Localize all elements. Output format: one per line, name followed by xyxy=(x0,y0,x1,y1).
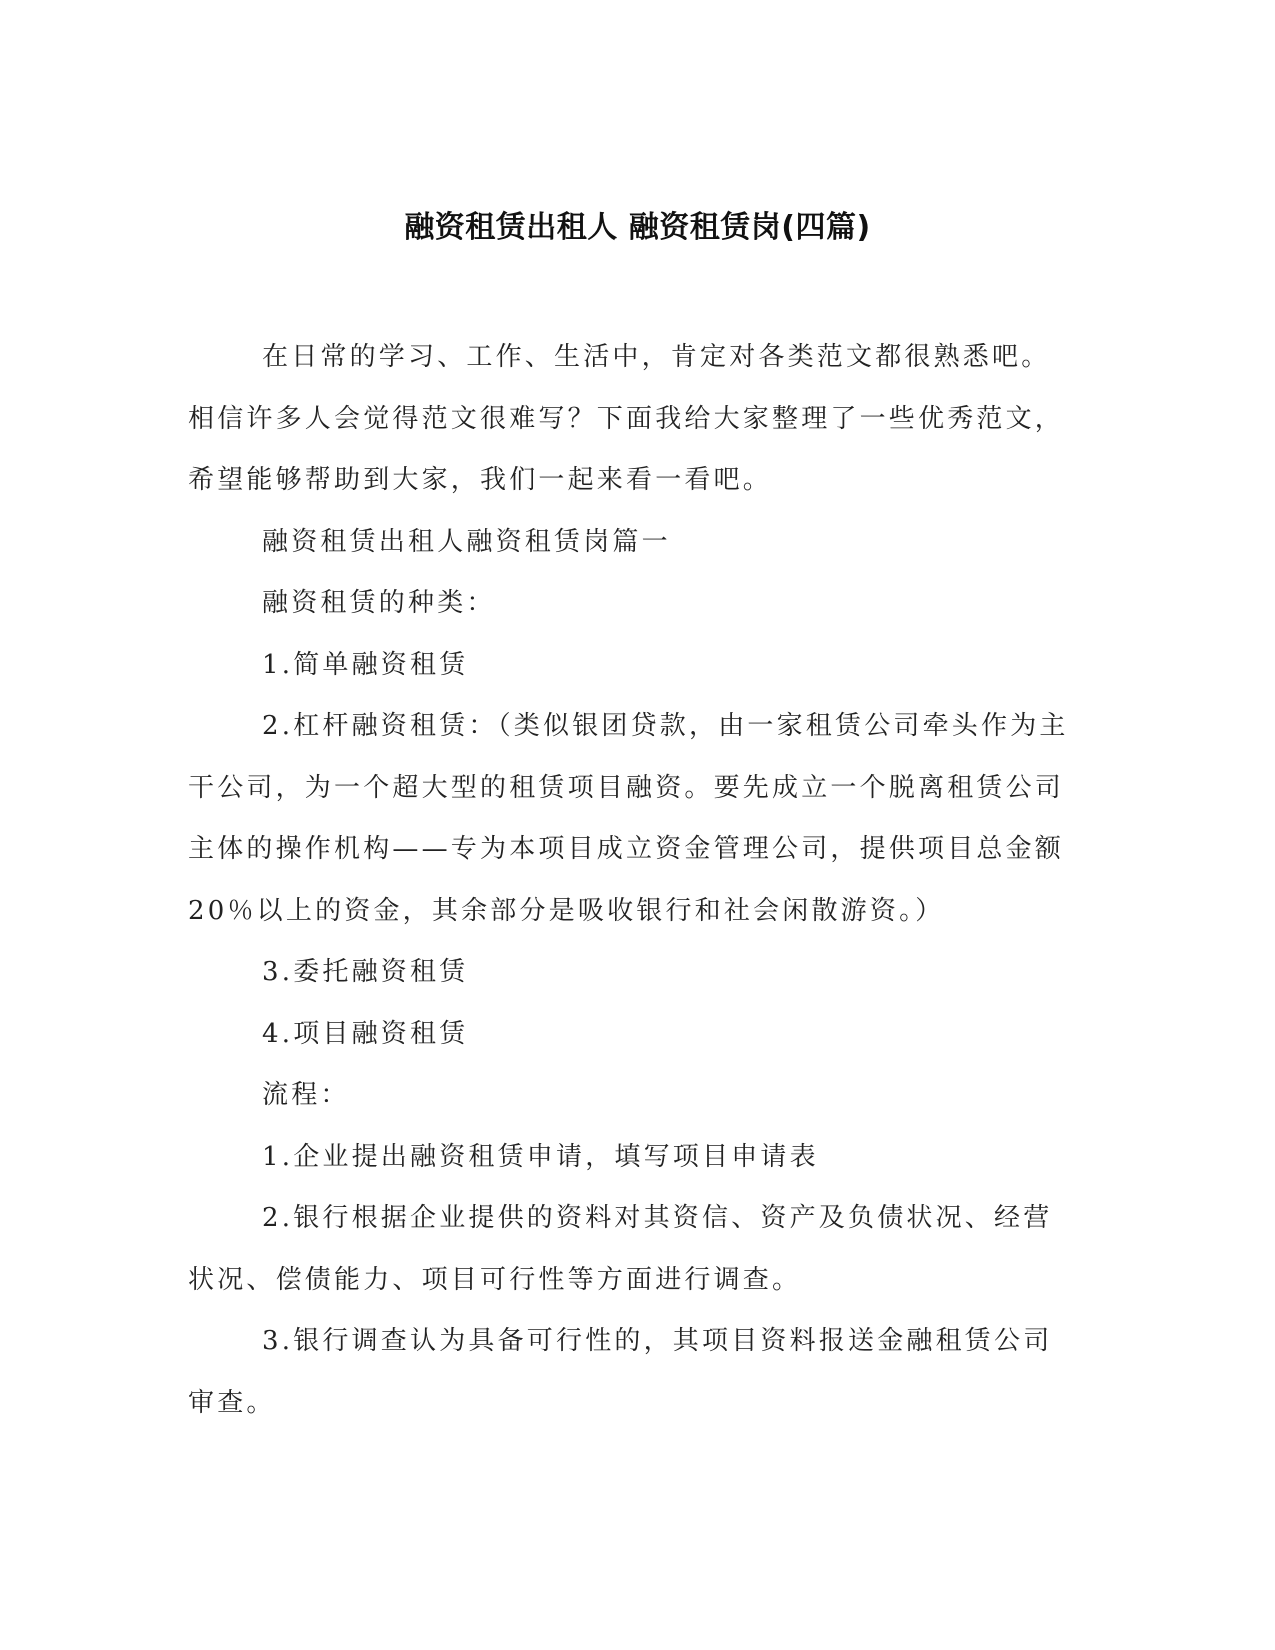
paragraph-intro: 在日常的学习、工作、生活中，肯定对各类范文都很熟悉吧。相信许多人会觉得范文很难写？下面我给大家整理了一些优秀范文，希望能够帮助到大家，我们一起来看一看吧。 xyxy=(188,342,1065,495)
paragraph-type-3: 3.委托融资租赁 xyxy=(262,957,469,987)
paragraph-types-heading: 融资租赁的种类： xyxy=(262,588,496,618)
paragraph-process-3: 3.银行调查认为具备可行性的，其项目资料报送金融租赁公司审查。 xyxy=(188,1326,1053,1418)
paragraph-type-4: 4.项目融资租赁 xyxy=(262,1018,469,1049)
paragraph-process-2: 2.银行根据企业提供的资料对其资信、资产及负债状况、经营状况、偿债能力、项目可行性等方面进行调查。 xyxy=(188,1203,1053,1295)
paragraph-type-1: 1.简单融资租赁 xyxy=(262,649,469,680)
paragraph-process-1: 1.企业提出融资租赁申请，填写项目申请表 xyxy=(262,1141,819,1172)
paragraph-process-heading: 流程： xyxy=(262,1080,350,1110)
document-body xyxy=(188,327,1073,1434)
paragraph-section-heading: 融资租赁出租人融资租赁岗篇一 xyxy=(262,526,671,557)
document-title: 融资租赁出租人 融资租赁岗(四篇) xyxy=(404,210,871,245)
paragraph-type-2: 2.杠杆融资租赁：（类似银团贷款，由一家租赁公司牵头作为主干公司，为一个超大型的租赁项目融资。要先成立一个脱离租赁公司主体的操作机构——专为本项目成立资金管理公司，提供项目总金额20％以上的资金，其余部分是吸收银行和社会闲散游资。） xyxy=(188,711,1069,926)
